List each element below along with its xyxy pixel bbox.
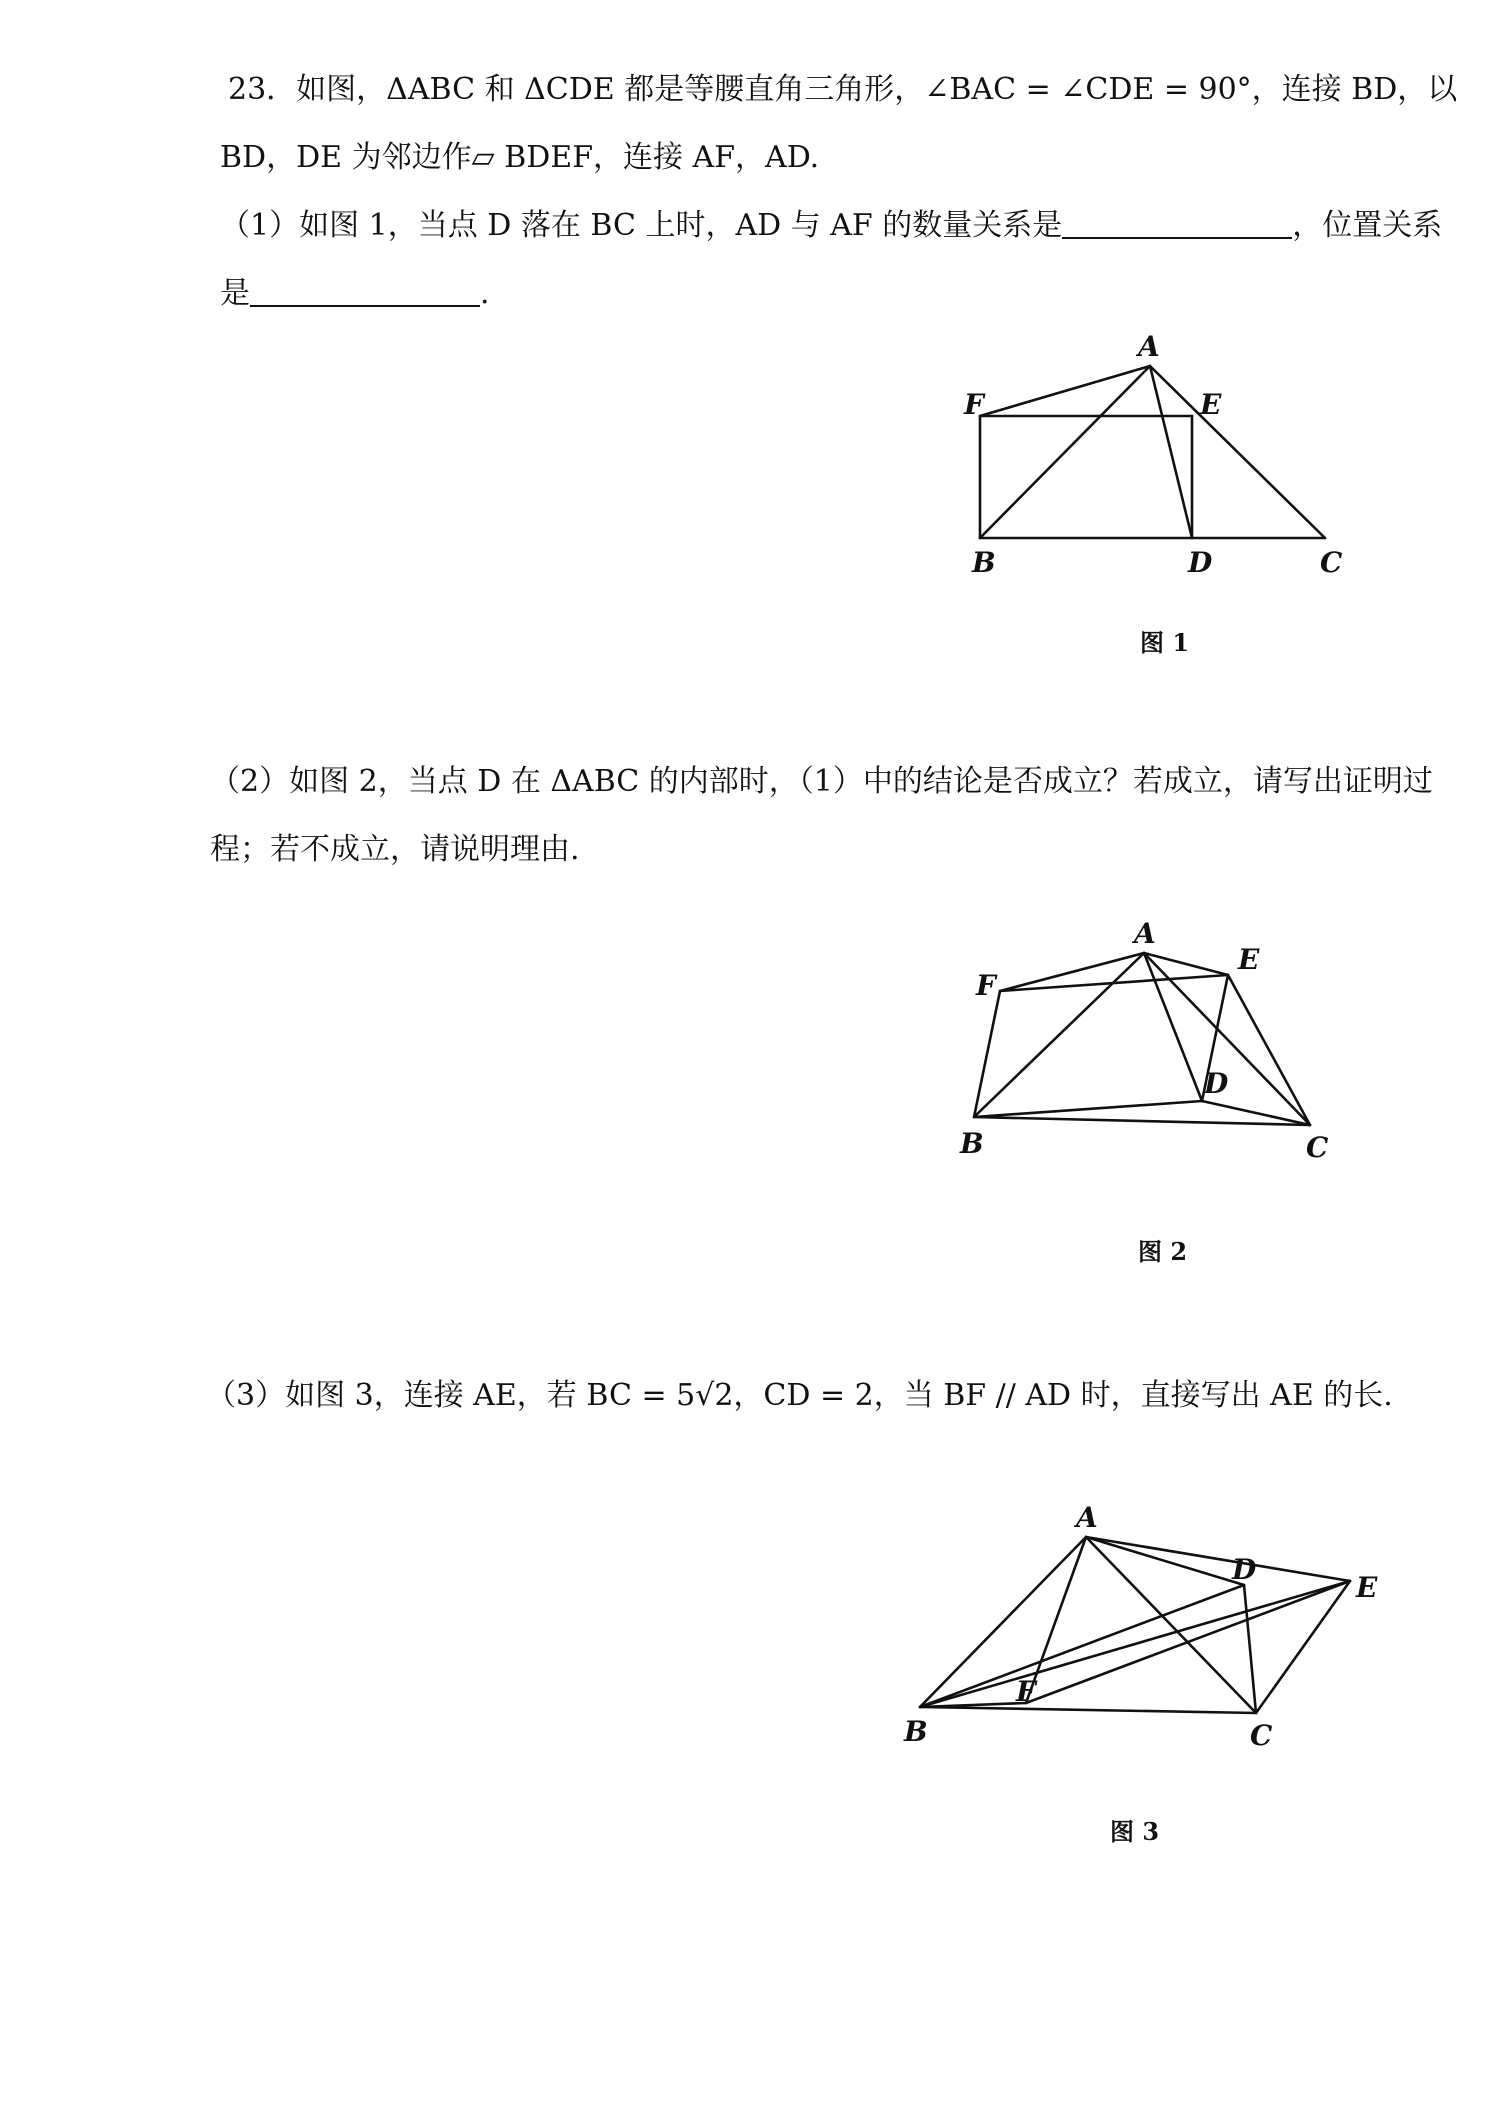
part2-line-1: （2）如图 2，当点 D 在 ΔABC 的内部时，（1）中的结论是否成立？若成立，请写出证明过 (210, 764, 1433, 799)
label-d: D (1204, 1067, 1229, 1100)
edge-ac (1150, 366, 1325, 538)
label-f: F (1016, 1675, 1036, 1708)
edge-fb (974, 991, 1000, 1117)
label-a: A (1076, 1501, 1098, 1534)
label-f: F (976, 969, 996, 1002)
part1-text-a: （1）如图 1，当点 D 落在 BC 上时，AD 与 AF 的数量关系是 (220, 208, 1063, 243)
label-c: C (1320, 546, 1343, 579)
part1-question (220, 204, 1442, 248)
label-e: E (1238, 943, 1260, 976)
edge-bc (920, 1707, 1256, 1713)
figure-3 (890, 1485, 1400, 1755)
part2-line-2: 程；若不成立，请说明理由. (210, 832, 580, 867)
edge-dc (1244, 1585, 1256, 1713)
label-c: C (1306, 1131, 1329, 1164)
part1-text-d: . (480, 276, 490, 311)
part1-text-c: 是 (220, 276, 250, 311)
edge-ae (1144, 953, 1228, 975)
edge-ad (1150, 366, 1192, 538)
label-e: E (1356, 1571, 1378, 1604)
figure-1 (960, 330, 1360, 590)
part3-question: （3）如图 3，连接 AE，若 BC = 5√2，CD = 2，当 BF // AD 时，直接写出 AE 的长. (206, 1378, 1393, 1413)
label-e: E (1200, 388, 1222, 421)
label-a: A (1134, 917, 1156, 950)
edge-be (920, 1581, 1350, 1707)
edge-bd (920, 1585, 1244, 1707)
label-b: B (960, 1127, 984, 1160)
edge-ec (1228, 975, 1310, 1125)
label-b: B (904, 1715, 928, 1748)
figure-1-caption: 图 1 (1140, 628, 1190, 657)
edge-ad (1144, 953, 1202, 1101)
edge-dc (1202, 1101, 1310, 1125)
edge-bd (974, 1101, 1202, 1117)
edge-ef (1026, 1581, 1350, 1703)
edge-ae (1086, 1537, 1350, 1581)
label-f: F (964, 388, 984, 421)
part1-question-cont (220, 272, 490, 316)
label-d: D (1188, 546, 1213, 579)
problem-line-2: BD，DE 为邻边作▱ BDEF，连接 AF，AD. (220, 140, 820, 175)
label-b: B (972, 546, 996, 579)
label-d: D (1232, 1553, 1257, 1586)
label-c: C (1250, 1719, 1273, 1752)
label-a: A (1138, 330, 1160, 363)
part1-text-b: ，位置关系 (1292, 208, 1443, 243)
figure-2-caption: 图 2 (1138, 1237, 1188, 1266)
answer-blank-quantity[interactable] (1062, 209, 1292, 239)
edge-ab (974, 953, 1144, 1117)
edge-bc (974, 1117, 1310, 1125)
figure-2 (950, 905, 1370, 1165)
figure-3-caption: 图 3 (1110, 1817, 1160, 1846)
answer-blank-position[interactable] (250, 277, 480, 307)
edge-ec (1256, 1581, 1350, 1713)
problem-line-1: 23．如图，ΔABC 和 ΔCDE 都是等腰直角三角形，∠BAC = ∠CDE = 90°，连接 BD，以 (228, 72, 1458, 107)
